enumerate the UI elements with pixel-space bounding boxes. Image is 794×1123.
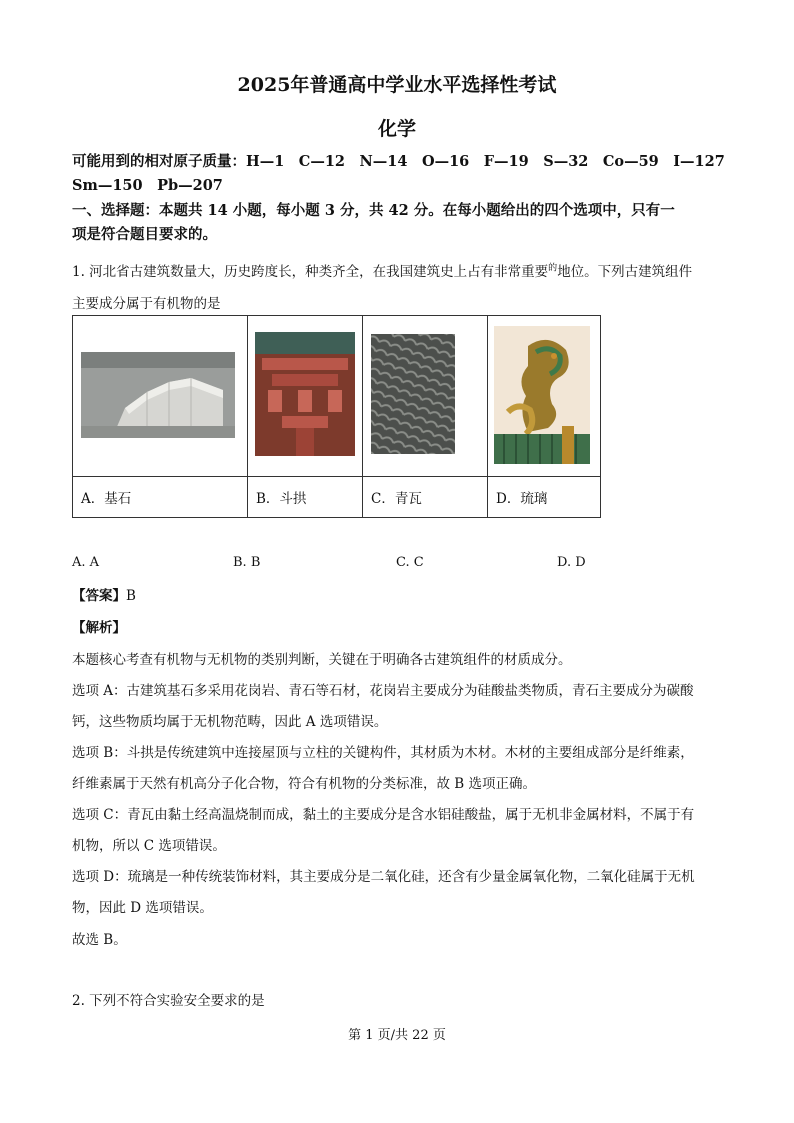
analysis-line: 机物，所以 C 选项错误。 bbox=[72, 838, 226, 854]
analysis-line: 选项 A：古建筑基石多采用花岗岩、青石等石材，花岗岩主要成分为硅酸盐类物质，青石主要成分为碳酸 bbox=[72, 683, 694, 699]
answer-label: 【答案】 bbox=[72, 588, 126, 604]
glazed-ornament-image bbox=[488, 316, 600, 472]
atomic-masses-line-1: 可能用到的相对原子质量：H—1 C—12 N—14 O—16 F—19 S—32 Co—59 I—127 bbox=[72, 153, 725, 170]
choice-d: D. D bbox=[557, 555, 586, 570]
analysis-line: 选项 C：青瓦由黏土经高温烧制而成，黏土的主要成分是含水铝硅酸盐，属于无机非金属材料，不属于有 bbox=[72, 807, 695, 823]
foundation-stone-image bbox=[73, 316, 247, 472]
question-2-stem: 2. 下列不符合实验安全要求的是 bbox=[72, 993, 265, 1009]
atomic-masses-line-2: Sm—150 Pb—207 bbox=[72, 177, 223, 194]
analysis-line: 选项 D：琉璃是一种传统装饰材料，其主要成分是二氧化硅，还含有少量金属氧化物，二氧化硅属于无机 bbox=[72, 869, 695, 885]
page-footer: 第 1 页/共 22 页 bbox=[348, 1028, 446, 1043]
option-label-a: A．基石 bbox=[73, 477, 248, 518]
section-heading-line-2: 项是符合题目要求的。 bbox=[72, 226, 217, 243]
question-1-stem-line-2: 主要成分属于有机物的是 bbox=[72, 296, 221, 312]
image-cell-a bbox=[73, 316, 248, 477]
q1-stem-part-b: 地位。下列古建筑组件 bbox=[557, 264, 693, 280]
analysis-label: 【解析】 bbox=[72, 620, 126, 636]
choice-a: A. A bbox=[72, 555, 100, 570]
green-roof-tile-image bbox=[363, 316, 487, 472]
analysis-line: 故选 B。 bbox=[72, 932, 127, 948]
exam-title: 2025年普通高中学业水平选择性考试 bbox=[237, 74, 557, 96]
section-heading-line-1: 一、选择题：本题共 14 小题，每小题 3 分，共 42 分。在每小题给出的四个选项中，只有一 bbox=[72, 202, 675, 219]
image-cell-c bbox=[363, 316, 488, 477]
question-1-stem-line-1 bbox=[72, 260, 692, 280]
image-cell-d bbox=[488, 316, 601, 477]
choice-c: C. C bbox=[396, 555, 424, 570]
q1-stem-superscript: 的 bbox=[548, 263, 558, 274]
analysis-line: 本题核心考查有机物与无机物的类别判断，关键在于明确各古建筑组件的材质成分。 bbox=[72, 652, 572, 668]
option-label-d: D．琉璃 bbox=[488, 477, 601, 518]
analysis-line: 物，因此 D 选项错误。 bbox=[72, 900, 213, 916]
answer-value: B bbox=[126, 588, 136, 604]
answer-line bbox=[72, 584, 136, 604]
analysis-line: 选项 B：斗拱是传统建筑中连接屋顶与立柱的关键构件，其材质为木材。木材的主要组成部分是纤维素， bbox=[72, 745, 694, 761]
image-cell-b bbox=[248, 316, 363, 477]
choice-b: B. B bbox=[233, 555, 261, 570]
dougong-bracket-image bbox=[248, 316, 362, 472]
analysis-line: 纤维素属于天然有机高分子化合物，符合有机物的分类标准，故 B 选项正确。 bbox=[72, 776, 537, 792]
subject-title: 化学 bbox=[377, 118, 416, 140]
analysis-line: 钙，这些物质均属于无机物范畴，因此 A 选项错误。 bbox=[72, 714, 388, 730]
option-label-c: C．青瓦 bbox=[363, 477, 488, 518]
q1-stem-part-a: 1. 河北省古建筑数量大，历史跨度长，种类齐全，在我国建筑史上占有非常重要 bbox=[72, 264, 549, 280]
question-1-image-table bbox=[72, 315, 601, 518]
option-label-b: B．斗拱 bbox=[248, 477, 363, 518]
